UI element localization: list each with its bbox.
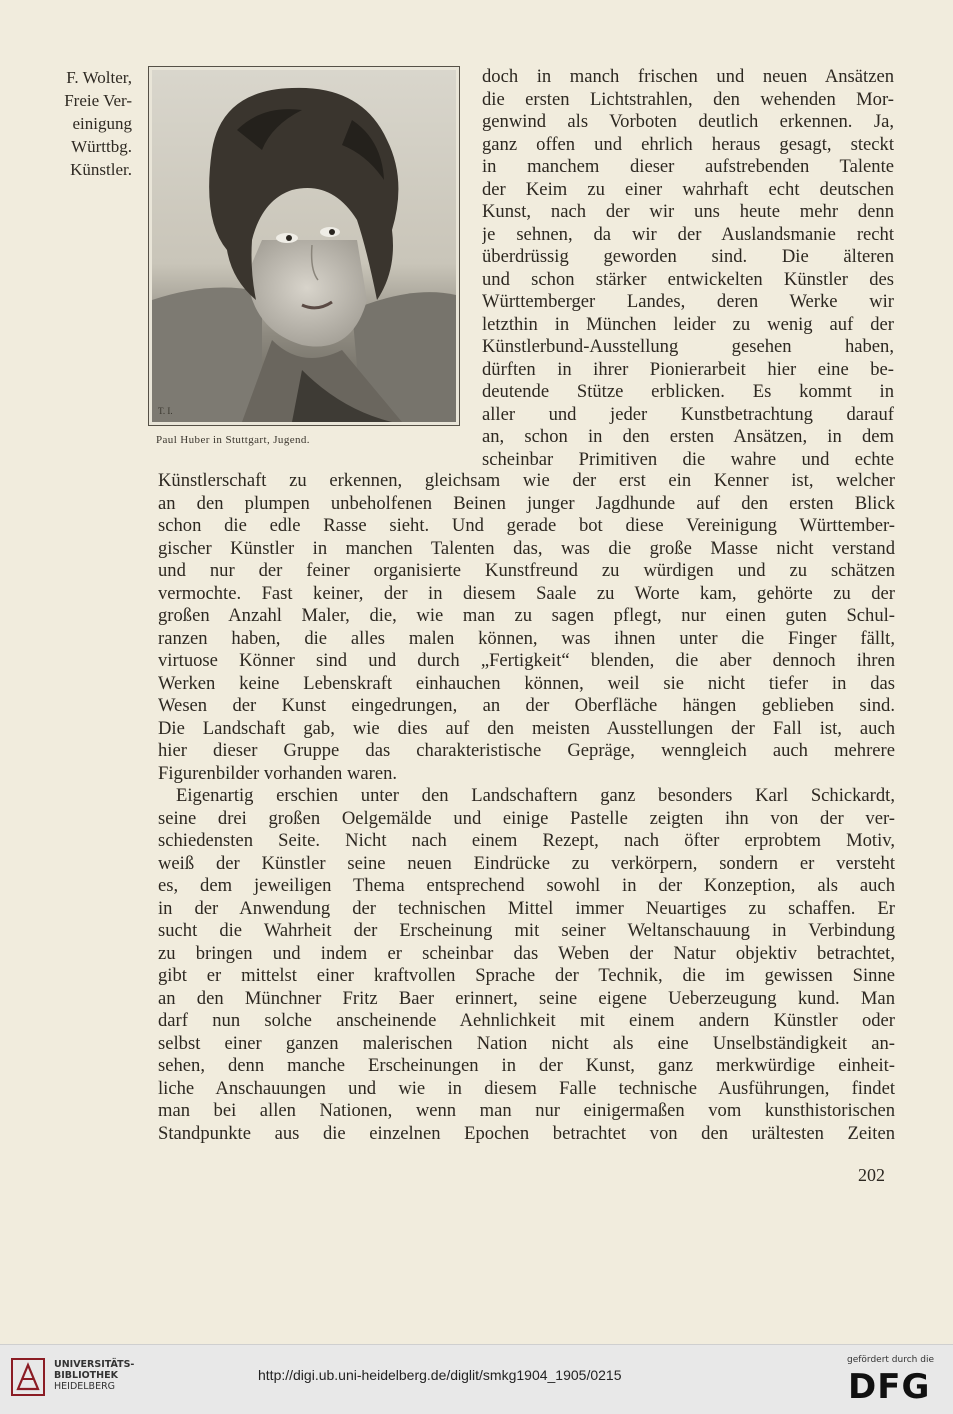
- artist-monogram: T. I.: [158, 406, 173, 416]
- text-line: in der Anwendung der technischen Mittel immer Neuartiges zu schaffen. Er: [158, 897, 895, 919]
- text-line: virtuose Könner sind und durch „Fertigkeit“ blenden, die aber dennoch ihren: [158, 650, 895, 671]
- text-line: je sehnen, da wir der Auslandsmanie recht: [482, 223, 894, 245]
- text-line: sehen, denn manche Erscheinungen in der Kunst, ganz merkwürdige einheit-: [158, 1055, 895, 1076]
- text-line: Werken keine Lebenskraft einhauchen können, weil sie nicht tiefer in das: [158, 672, 895, 694]
- footer-bar: [0, 1344, 953, 1414]
- right-column-text: [482, 66, 894, 471]
- text-line: ranzen haben, die alles malen können, was ihnen unter die Finger fällt,: [158, 627, 895, 649]
- text-line: in manchem dieser aufstrebenden Talente: [482, 156, 894, 177]
- text-line: Württemberger Landes, deren Werke wir: [482, 291, 894, 312]
- text-line: darf nun solche anscheinende Aehnlichkeit mit einem andern Künstler oder: [158, 1010, 895, 1031]
- text-line: Künstlerbund-Ausstellung gesehen haben,: [482, 336, 894, 357]
- text-line: scheinbar Primitiven die wahre und echte: [482, 448, 894, 470]
- margin-note-line: Künstler.: [70, 160, 132, 179]
- text-line: sucht die Wahrheit der Erscheinung mit seiner Weltanschauung in Verbindung: [158, 920, 895, 941]
- text-line: letzthin in München leider zu wenig auf der: [482, 313, 894, 335]
- text-line: schon die edle Rasse sieht. Und gerade bot diese Vereinigung Württember-: [158, 515, 895, 536]
- text-line: der Keim zu einer wahrhaft echt deutschen: [482, 178, 894, 200]
- margin-note-line: einigung: [72, 114, 132, 133]
- funding-label: gefördert durch die: [847, 1355, 934, 1365]
- text-line: hier dieser Gruppe das charakteristische Gepräge, wenngleich auch mehrere: [158, 740, 895, 761]
- text-line: genwind als Vorboten deutlich erkennen. Ja,: [482, 111, 894, 132]
- text-line: zu bringen und indem er scheinbar das Weben der Natur objektiv betrachtet,: [158, 942, 895, 964]
- text-line: aller und jeder Kunstbetrachtung darauf: [482, 403, 894, 425]
- text-line: überdrüssig geworden sind. Die älteren: [482, 246, 894, 267]
- margin-note: [20, 66, 132, 181]
- library-line: BIBLIOTHEK: [54, 1370, 118, 1381]
- text-line: dürften in ihrer Pionierarbeit hier eine be-: [482, 358, 894, 380]
- text-line: die ersten Lichtstrahlen, den wehenden Mor-: [482, 88, 894, 110]
- dfg-logo: DFG: [848, 1367, 931, 1407]
- text-line: vermochte. Fast keiner, der in diesem Saale zu Worte kam, gehörte zu der: [158, 582, 895, 604]
- text-line: an den Münchner Fritz Baer erinnert, seine eigene Ueberzeugung kund. Man: [158, 987, 895, 1009]
- text-line: Wesen der Kunst eingedrungen, an der Oberfläche hängen geblieben sind.: [158, 695, 895, 716]
- margin-note-line: F. Wolter,: [66, 68, 132, 87]
- text-line: Die Landschaft gab, wie dies auf den meisten Ausstellungen der Fall ist, auch: [158, 717, 895, 739]
- main-text: [158, 470, 895, 1145]
- text-line: Standpunkte aus die einzelnen Epochen betrachtet von den urältesten Zeiten: [158, 1122, 895, 1144]
- text-line: großen Anzahl Maler, die, wie man zu sagen pflegt, nur einen guten Schul-: [158, 605, 895, 626]
- paragraph-1: [158, 470, 895, 785]
- text-line: selbst einer ganzen malerischen Nation nicht als eine Unselbständigkeit an-: [158, 1032, 895, 1054]
- text-line: es, dem jeweiligen Thema entsprechend sowohl in der Konzeption, als auch: [158, 875, 895, 896]
- text-line: deutende Stütze erblicken. Es kommt in: [482, 381, 894, 402]
- text-line: Künstlerschaft zu erkennen, gleichsam wie der erst ein Kenner ist, welcher: [158, 470, 895, 491]
- permalink-url[interactable]: http://digi.ub.uni-heidelberg.de/diglit/smkg1904_1905/0215: [258, 1367, 622, 1383]
- text-line: liche Anschauungen und wie in diesem Falle technische Ausführungen, findet: [158, 1077, 895, 1099]
- figure-caption: Paul Huber in Stuttgart, Jugend.: [156, 434, 310, 446]
- text-line: ganz offen und ehrlich heraus gesagt, steckt: [482, 133, 894, 155]
- text-line: man bei allen Nationen, wenn man nur einigermaßen vom kunsthistorischen: [158, 1100, 895, 1121]
- text-line: gischer Künstler in manchen Talenten das, was die große Masse nicht verstand: [158, 537, 895, 559]
- margin-note-line: Freie Ver-: [64, 91, 132, 110]
- portrait-illustration: [148, 66, 460, 426]
- text-line: Figurenbilder vorhanden waren.: [158, 762, 398, 784]
- text-line: und schon stärker entwickelten Künstler des: [482, 268, 894, 290]
- text-line: Kunst, nach der wir uns heute mehr denn: [482, 201, 894, 222]
- library-name: [54, 1359, 134, 1392]
- text-line: an, schon in den ersten Ansätzen, in dem: [482, 426, 894, 447]
- margin-note-line: Württbg.: [71, 137, 132, 156]
- text-line: und nur der feiner organisierte Kunstfreund zu würdigen und zu schätzen: [158, 560, 895, 581]
- text-line: Eigenartig erschien unter den Landschaftern ganz besonders Karl Schickardt,: [176, 785, 895, 806]
- text-line: schiedensten Seite. Nicht nach einem Rezept, nach öfter erprobtem Motiv,: [158, 830, 895, 851]
- text-line: an den plumpen unbeholfenen Beinen junger Jagdhunde auf den ersten Blick: [158, 492, 895, 514]
- text-line: weiß der Künstler seine neuen Eindrücke zu verkörpern, sondern er versteht: [158, 852, 895, 874]
- library-line: UNIVERSITÄTS-: [54, 1359, 135, 1370]
- university-logo-icon: [10, 1357, 46, 1397]
- paragraph-2: [158, 785, 895, 1145]
- portrait-image: [152, 70, 456, 422]
- text-line: seine drei großen Oelgemälde und einige Pastelle zeigten ihn von der ver-: [158, 807, 895, 829]
- text-line: doch in manch frischen und neuen Ansätzen: [482, 66, 894, 87]
- text-line: gibt er mittelst einer kraftvollen Sprache der Technik, die im gewissen Sinne: [158, 965, 895, 986]
- library-line: HEIDELBERG: [54, 1381, 116, 1392]
- page-number: 202: [858, 1165, 885, 1185]
